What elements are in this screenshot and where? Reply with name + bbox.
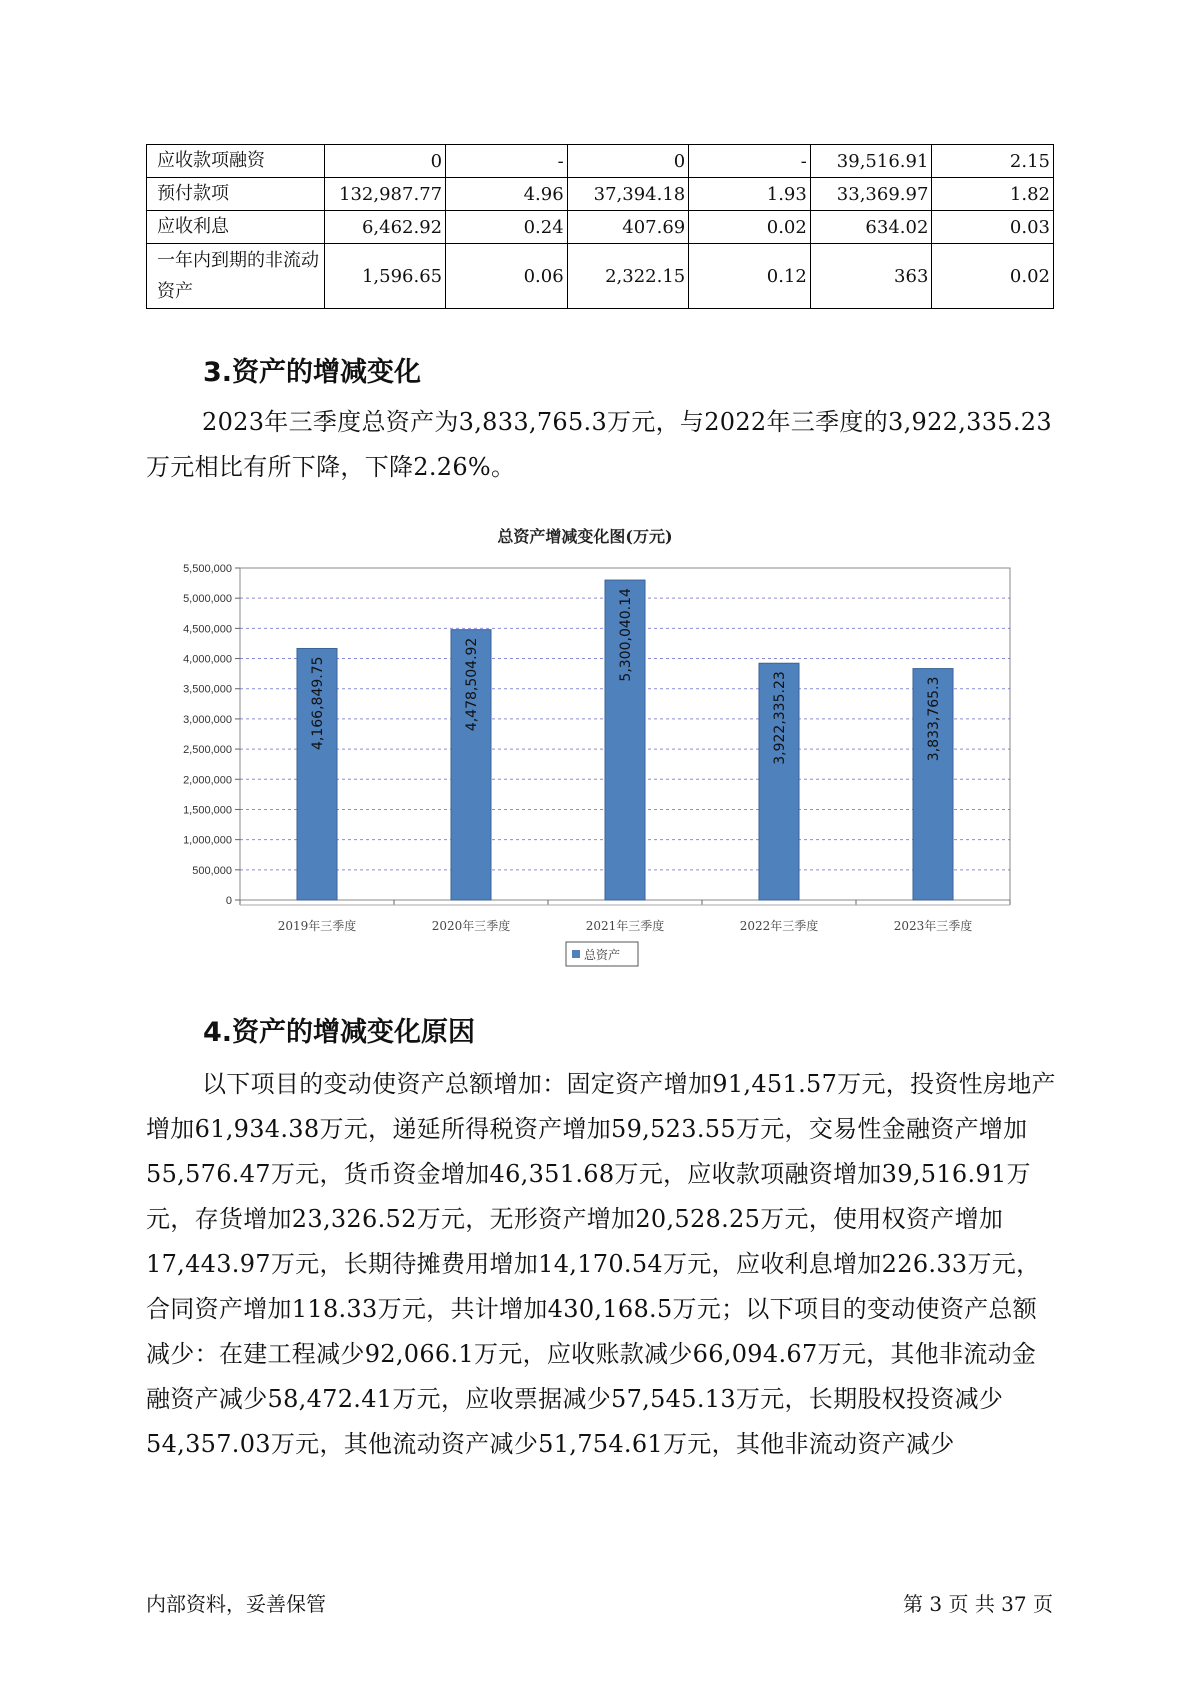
y-tick-label: 5,000,000 [183, 593, 232, 606]
section-heading-4: 4.资产的增减变化原因 [203, 1017, 476, 1048]
table-cell: 39,516.91 [810, 145, 932, 178]
table-cell: 363 [810, 244, 932, 309]
chart-title: 总资产增减变化图(万元) [497, 527, 673, 546]
x-tick-label: 2022年三季度 [739, 919, 819, 933]
data-label: 5,300,040.14 [618, 588, 634, 682]
table-row [147, 145, 1054, 178]
data-label: 3,922,335.23 [772, 671, 788, 765]
table-cell: 0 [567, 145, 689, 178]
table-cell: 407.69 [567, 211, 689, 244]
data-label: 4,478,504.92 [464, 637, 480, 732]
table-cell: - [689, 145, 811, 178]
table-cell: - [446, 145, 568, 178]
table-cell: 1.93 [689, 178, 811, 211]
asset-table [146, 144, 1054, 309]
table-cell: 0.12 [689, 244, 811, 309]
table-cell: 4.96 [446, 178, 568, 211]
y-tick-label: 2,500,000 [183, 744, 232, 757]
y-tick-label: 3,500,000 [183, 683, 232, 696]
data-label: 3,833,765.3 [926, 676, 942, 762]
table-cell: 0.02 [932, 244, 1054, 309]
table-cell: 2.15 [932, 145, 1054, 178]
data-label: 4,166,849.75 [310, 656, 326, 750]
section-4-paragraph: 以下项目的变动使资产总额增加：固定资产增加91,451.57万元，投资性房地产增加61,934.38万元，递延所得税资产增加59,523.55万元，交易性金融资产增加55,576.47万元，货币资金增加46,351.68万元，应收款项融资增加39,516.91万元，存货增加23,326.52万元，无形资产增加20,528.25万元，使用权资产增加17,443.97万元，长期待摊费用增加14,170.54万元，应收利息增加226.33万元，合同资产增加118.33万元，共计增加430,168.5万元；以下项目的变动使资产总额减少：在建工程减少92,066.1万元，应收账款减少66,094.67万元，其他非流动金融资产减少58,472.41万元，应收票据减少57,545.13万元，长期股权投资减少54,357.03万元，其他流动资产减少51,754.61万元，其他非流动资产减少 [146, 1070, 1056, 1458]
legend-swatch [572, 950, 580, 958]
table-cell: 132,987.77 [324, 178, 446, 211]
x-tick-label: 2020年三季度 [431, 919, 511, 933]
footer-page-number: 第 3 页 共 37 页 [903, 1592, 1053, 1616]
row-label: 一年内到期的非流动资产 [147, 244, 325, 309]
table-cell: 0.03 [932, 211, 1054, 244]
table-cell: 634.02 [810, 211, 932, 244]
total-assets-chart [150, 520, 1030, 980]
legend-label: 总资产 [584, 948, 621, 962]
table-cell: 33,369.97 [810, 178, 932, 211]
table-row [147, 178, 1054, 211]
table-cell: 0.02 [689, 211, 811, 244]
y-tick-label: 4,500,000 [183, 623, 232, 636]
y-tick-label: 2,000,000 [183, 774, 232, 787]
x-tick-label: 2019年三季度 [277, 919, 357, 933]
table-cell: 0.06 [446, 244, 568, 309]
y-tick-label: 1,000,000 [183, 834, 232, 847]
row-label: 预付款项 [147, 178, 325, 211]
y-tick-label: 0 [225, 895, 232, 907]
y-tick-label: 5,500,000 [183, 563, 232, 575]
row-label: 应收款项融资 [147, 145, 325, 178]
table-cell: 0.24 [446, 211, 568, 244]
table-cell: 37,394.18 [567, 178, 689, 211]
table-cell: 1.82 [932, 178, 1054, 211]
table-cell: 6,462.92 [324, 211, 446, 244]
x-tick-label: 2023年三季度 [893, 919, 973, 933]
table-cell: 1,596.65 [324, 244, 446, 309]
row-label: 应收利息 [147, 211, 325, 244]
footer-confidential-note: 内部资料，妥善保管 [146, 1592, 326, 1616]
table-cell: 2,322.15 [567, 244, 689, 309]
y-tick-label: 3,000,000 [183, 713, 232, 726]
y-tick-label: 500,000 [192, 864, 232, 877]
x-tick-label: 2021年三季度 [585, 919, 665, 933]
section-3-paragraph: 2023年三季度总资产为3,833,765.3万元，与2022年三季度的3,922,335.23万元相比有所下降，下降2.26%。 [146, 408, 1052, 481]
table-row [147, 244, 1054, 309]
chart-canvas [150, 520, 1030, 980]
y-tick-label: 1,500,000 [183, 804, 232, 817]
section-heading-3: 3.资产的增减变化 [203, 357, 422, 388]
table-row [147, 211, 1054, 244]
table-cell: 0 [324, 145, 446, 178]
y-tick-label: 4,000,000 [183, 653, 232, 666]
